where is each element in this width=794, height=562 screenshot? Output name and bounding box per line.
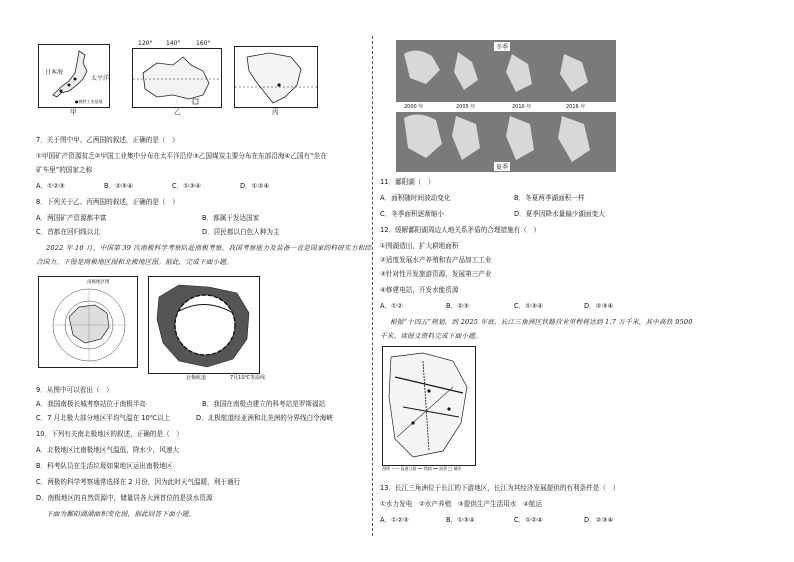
q12-item1: ①围湖造田，扩大耕地面积 — [380, 242, 459, 250]
map-yi — [132, 48, 222, 108]
q12-item4: ④修建电站，开发水能资源 — [380, 286, 459, 294]
q13-items: ①水力发电 ②水产养殖 ③提供生产生活用水 ④航运 — [380, 500, 543, 508]
q9-stem: 9．从图中可以看出（ ） — [36, 386, 113, 394]
arctic-map-image — [149, 277, 259, 373]
map-caption-jia: 甲 — [70, 108, 77, 116]
q7-option-a[interactable]: A．①②③ — [36, 182, 65, 190]
q7-option-c[interactable]: C．①③④ — [172, 182, 201, 190]
q8-option-b[interactable]: B．都属于发达国家 — [202, 214, 260, 222]
q10-stem: 10．下列有关南北极地区的叙述，正确的是（ ） — [36, 430, 183, 438]
intro-polar-line1: 2022 年 10 月，中国第 39 次南极科学考察队赴南极考察。我国考察能力及装备一直是国家的科研实力和综 — [46, 244, 372, 252]
q10-option-c[interactable]: C．两极的科学考察通常选择在 2 月份，因为此时天气温暖，利于通行 — [36, 478, 241, 486]
q8-option-c[interactable]: C．首都在回归线以北 — [36, 228, 100, 236]
q12-item3: ③针对性开发旅游资源，发展第三产业 — [380, 270, 492, 278]
legend-isotherm: 7月10℃等温线 — [230, 375, 266, 381]
q13-option-c[interactable]: C．①②④ — [514, 516, 543, 524]
q12-option-b[interactable]: B．②③ — [446, 302, 469, 310]
season-label-winter: 冬季 — [496, 44, 509, 51]
q10-option-d[interactable]: D．南极地区的自然资源中，储量居各大洲首位的是淡水资源 — [36, 494, 213, 502]
intro-poyang: 下面为鄱阳湖湖面积变化图，据此回答下面小题。 — [46, 510, 196, 518]
q7-line2: 矿车里”的国家之称 — [36, 166, 93, 174]
lon-label-2: 140° — [166, 40, 181, 47]
yrd-rail-map-image — [383, 347, 475, 465]
q11-option-b[interactable]: B．冬夏两季湖面积一样 — [514, 194, 585, 202]
q11-option-c[interactable]: C．冬季面积逐渐缩小 — [380, 210, 444, 218]
map-jia — [38, 44, 110, 108]
year-label-2016: 2016 年 — [566, 104, 586, 110]
q12-option-d[interactable]: D．②③④ — [584, 302, 614, 310]
ocean-label-pacific: 太平洋 — [91, 75, 110, 82]
legend-arctic-route: 北极航道 — [186, 375, 207, 381]
q11-option-d[interactable]: D．夏季因降水量偏少湖面变大 — [514, 210, 605, 218]
lon-label-1: 120° — [138, 40, 153, 47]
q11-stem: 11．鄱阳湖（ ） — [380, 178, 435, 186]
q12-option-a[interactable]: A．①② — [380, 302, 403, 310]
sea-label-japan: 日本海 — [45, 69, 64, 76]
intro-yrd-line1: 根据“十四五”规划，到 2025 年底，长江三角洲区铁路营业里程将达到 1.7 万千米，其中高铁 9500 — [390, 318, 693, 326]
year-label-2010: 2010 年 — [512, 104, 532, 110]
q8-option-a[interactable]: A．两国矿产资源都丰富 — [36, 214, 107, 222]
q11-option-a[interactable]: A．面积随时间波动变化 — [380, 194, 451, 202]
q13-option-d[interactable]: D．②③④ — [584, 516, 614, 524]
q12-stem: 12．缓解鄱阳湖周边人地关系矛盾的合理措施有（ ） — [380, 226, 541, 234]
intro-yrd-line2: 千米。读图文资料完成下面小题。 — [380, 332, 482, 340]
column-divider — [372, 36, 373, 536]
map-caption-bing: 丙 — [272, 108, 279, 116]
brazil-map-image — [235, 47, 317, 107]
intro-polar-line2: 合国力。下图是南极地区图和北极地区图。据此，完成下面小题。 — [36, 258, 234, 266]
q12-item2: ②适度发展水产养殖和农产品加工工业 — [380, 256, 492, 264]
q9-option-c[interactable]: C．7 月北极大部分地区平均气温在 10℃以上 — [36, 414, 171, 422]
q10-option-b[interactable]: B．科考队员在生活垃圾如果地区运出南极地区 — [36, 462, 173, 470]
q7-stem: 7．关于图中甲、乙两国的叙述，正确的是（ ） — [36, 136, 179, 144]
q9-option-d[interactable]: D．北极航道经亚洲和北美洲的分界线白令海峡 — [196, 414, 333, 422]
q10-option-a[interactable]: A．北极地区比南极地区气温低，降水少，风速大 — [36, 446, 179, 454]
q13-stem: 13．长江三角洲位于长江的下游地区，长江为其经济发展提供的有利条件是（ ） — [380, 484, 620, 492]
q7-option-b[interactable]: B．②③④ — [104, 182, 133, 190]
lon-label-3: 160° — [196, 40, 211, 47]
map-legend-steel: ●钢铁工业基地 — [75, 99, 103, 104]
poyang-lake-figure — [396, 40, 616, 172]
season-label-summer: 夏季 — [496, 164, 509, 171]
yrd-rail-map — [382, 346, 476, 466]
q9-option-b[interactable]: B．我国在南极点建立的科考站是罗斯福站 — [202, 400, 326, 408]
arctic-map — [148, 276, 260, 374]
map-bing — [234, 46, 318, 108]
australia-map-image — [133, 49, 221, 107]
year-label-2005: 2005 年 — [456, 104, 476, 110]
yrd-map-legend: 图例 —— 高速公路 ┅┅ 铁路 ━━ 高铁 □ 城市 — [382, 466, 462, 471]
year-label-2000: 2000 年 — [404, 104, 424, 110]
q8-stem: 8．下列关于乙、丙两国的叙述，正确的是（ ） — [36, 198, 179, 206]
q9-option-a[interactable]: A．我国南极长城考察站位于南极半岛 — [36, 400, 147, 408]
q8-option-d[interactable]: D．居民都以白色人种为主 — [202, 228, 280, 236]
q13-option-a[interactable]: A．①②③ — [380, 516, 409, 524]
q7-line1: ①甲国矿产资源贫乏②甲国工业集中分布在太平洋沿岸③乙国煤炭主要分布在东部沿海④乙国有“坐在 — [36, 152, 327, 160]
map-caption-yi: 乙 — [174, 108, 181, 116]
q13-option-b[interactable]: B．①③④ — [446, 516, 475, 524]
antarctic-map — [38, 276, 138, 368]
q7-option-d[interactable]: D．①②④ — [240, 182, 270, 190]
q12-option-c[interactable]: C．①③④ — [514, 302, 543, 310]
antarctic-map-image — [39, 277, 137, 367]
antarctic-map-title: 南极地区图 — [87, 280, 110, 285]
